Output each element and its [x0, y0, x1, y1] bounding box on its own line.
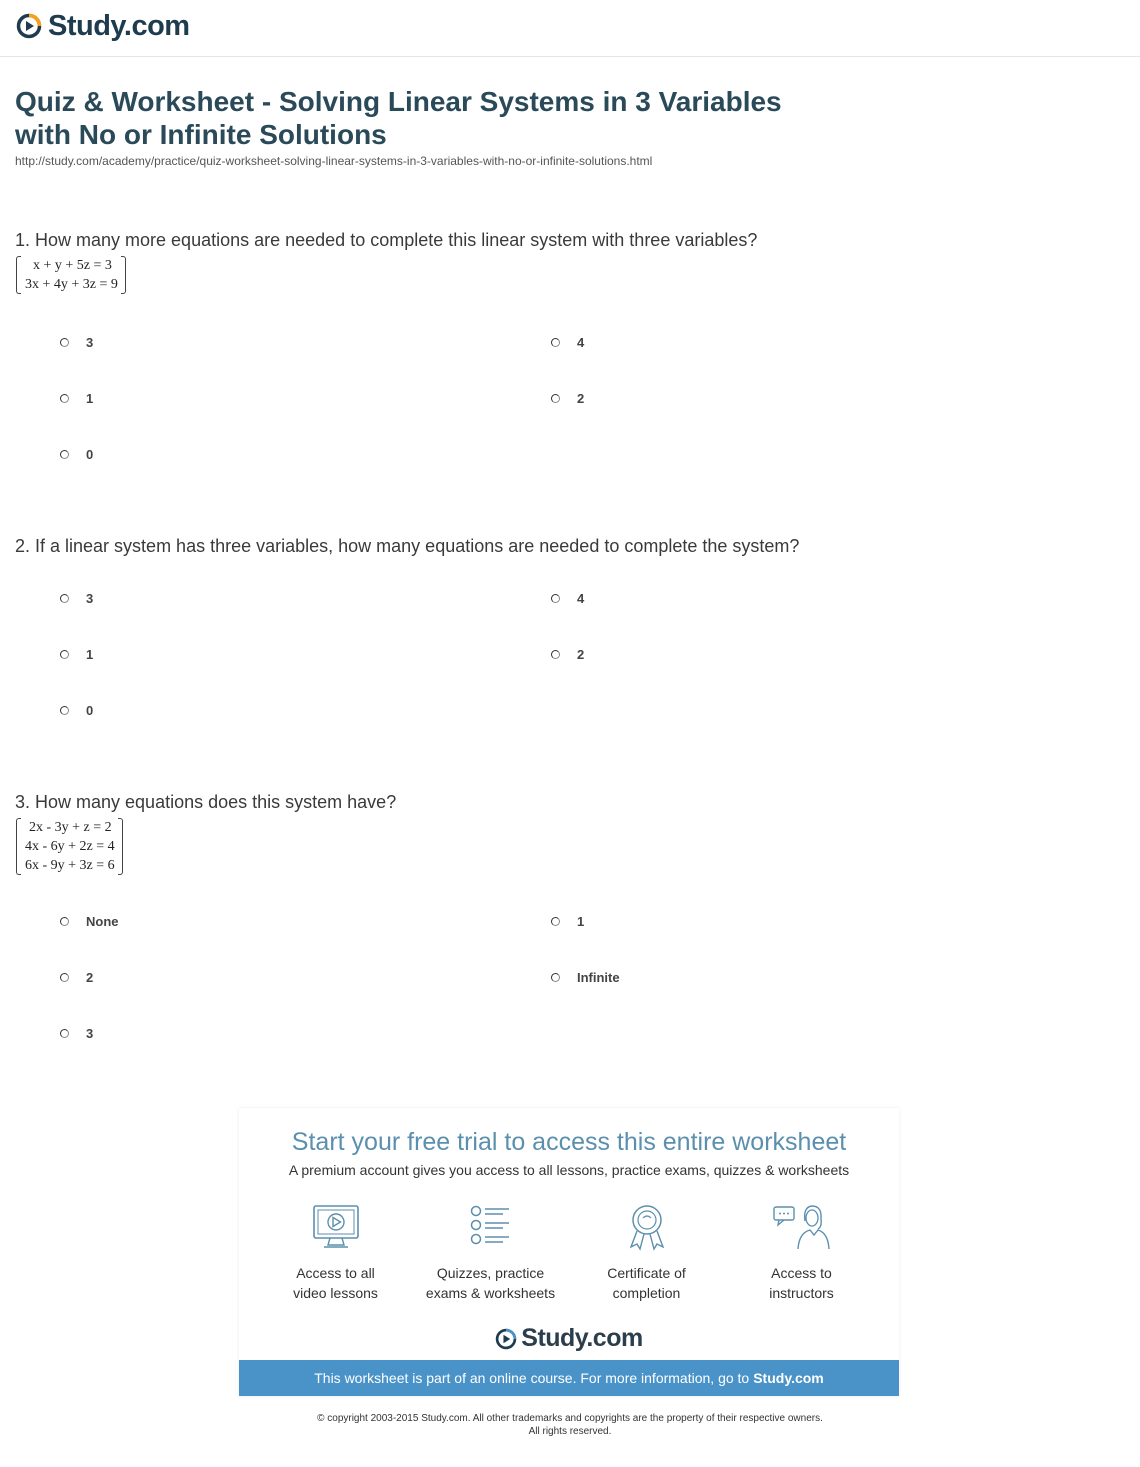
promo-title[interactable]: Start your free trial to access this entire worksheet — [291, 1128, 847, 1156]
radio-button[interactable] — [551, 394, 560, 403]
radio-button[interactable] — [60, 917, 69, 926]
q3-option-d[interactable] — [551, 970, 620, 985]
study-logo[interactable] — [16, 10, 190, 42]
page-title — [15, 85, 915, 151]
option-label: 3 — [86, 591, 94, 606]
q2-option-d[interactable] — [551, 647, 584, 662]
feature-quizzes — [413, 1203, 568, 1303]
radio-button[interactable] — [60, 594, 69, 603]
copyright-footer — [0, 1412, 1140, 1438]
copyright-line-1: © copyright 2003-2015 Study.com. All other trademarks and copyrights are the property of their respective owners. — [317, 1413, 823, 1424]
checklist-icon — [465, 1203, 517, 1251]
study-logo-icon — [495, 1328, 517, 1350]
question-3-equation-system — [16, 818, 123, 875]
option-label: 1 — [86, 391, 94, 406]
certificate-ribbon-icon — [621, 1203, 673, 1251]
promo-subtitle: A premium account gives you access to all lessons, practice exams, quizzes & worksheets — [288, 1162, 850, 1178]
option-label: 0 — [86, 703, 94, 718]
q3-option-b[interactable] — [551, 914, 584, 929]
option-label: 4 — [577, 335, 585, 350]
q3-option-a[interactable] — [60, 914, 119, 929]
radio-button[interactable] — [551, 338, 560, 347]
radio-button[interactable] — [60, 450, 69, 459]
q1-option-d[interactable] — [551, 391, 584, 406]
feature-label-line1: Access to — [771, 1265, 832, 1281]
equation: 2x - 3y + z = 2 — [29, 820, 112, 835]
question-1-text: 1. How many more equations are needed to complete this linear system with three variables? — [15, 230, 758, 250]
course-info-banner[interactable] — [239, 1360, 899, 1396]
q2-option-b[interactable] — [551, 591, 584, 606]
option-label: 3 — [86, 1026, 94, 1041]
banner-text: This worksheet is part of an online course. For more information, go to — [314, 1370, 750, 1386]
option-label: 3 — [86, 335, 94, 350]
radio-button[interactable] — [60, 394, 69, 403]
feature-certificate — [569, 1203, 724, 1303]
copyright-line-2: All rights reserved. — [528, 1426, 612, 1437]
option-label: Infinite — [577, 970, 620, 985]
feature-label-line1: Certificate of — [607, 1265, 686, 1281]
radio-button[interactable] — [60, 706, 69, 715]
q1-option-a[interactable] — [60, 335, 93, 350]
equation: 3x + 4y + 3z = 9 — [25, 277, 118, 292]
equation: 4x - 6y + 2z = 4 — [25, 839, 115, 854]
equation: x + y + 5z = 3 — [33, 258, 112, 273]
q1-option-b[interactable] — [551, 335, 584, 350]
radio-button[interactable] — [60, 1029, 69, 1038]
radio-button[interactable] — [60, 973, 69, 982]
study-logo-icon — [16, 13, 42, 39]
feature-label-line2: video lessons — [293, 1285, 378, 1301]
q1-option-c[interactable] — [60, 391, 93, 406]
q2-option-c[interactable] — [60, 647, 93, 662]
feature-video-lessons — [258, 1203, 413, 1303]
q2-option-e[interactable] — [60, 703, 93, 718]
option-label: 2 — [577, 647, 585, 662]
q1-option-e[interactable] — [60, 447, 93, 462]
radio-button[interactable] — [551, 594, 560, 603]
feature-instructors — [724, 1203, 879, 1303]
option-label: 4 — [577, 591, 585, 606]
question-3-text: 3. How many equations does this system have? — [15, 792, 397, 812]
title-line-2: with No or Infinite Solutions — [15, 119, 387, 150]
q2-option-a[interactable] — [60, 591, 93, 606]
feature-label-line2: completion — [612, 1285, 681, 1301]
instructor-chat-icon — [772, 1203, 832, 1251]
logo-text: Study.com — [521, 1324, 643, 1352]
q3-option-e[interactable] — [60, 1026, 93, 1041]
option-label: 1 — [577, 914, 585, 929]
feature-label-line2: exams & worksheets — [425, 1285, 556, 1301]
radio-button[interactable] — [60, 650, 69, 659]
video-monitor-icon — [310, 1203, 362, 1251]
feature-label-line1: Quizzes, practice — [436, 1265, 545, 1281]
q3-option-c[interactable] — [60, 970, 93, 985]
equation: 6x - 9y + 3z = 6 — [25, 858, 115, 873]
option-label: 2 — [86, 970, 94, 985]
free-trial-promo — [239, 1108, 899, 1396]
promo-study-logo[interactable] — [239, 1324, 899, 1353]
option-label: None — [86, 914, 119, 929]
logo-text: Study.com — [48, 9, 190, 42]
page-url[interactable]: http://study.com/academy/practice/quiz-worksheet-solving-linear-systems-in-3-variables-with-no-or-infinite-solutions.html — [15, 154, 653, 168]
radio-button[interactable] — [551, 973, 560, 982]
option-label: 0 — [86, 447, 94, 462]
banner-link[interactable]: Study.com — [753, 1370, 824, 1386]
radio-button[interactable] — [551, 650, 560, 659]
radio-button[interactable] — [551, 917, 560, 926]
feature-label-line2: instructors — [769, 1285, 834, 1301]
option-label: 1 — [86, 647, 94, 662]
radio-button[interactable] — [60, 338, 69, 347]
option-label: 2 — [577, 391, 585, 406]
question-1-equation-system — [16, 256, 126, 294]
header-divider — [0, 56, 1140, 57]
title-line-1: Quiz & Worksheet - Solving Linear Systems in 3 Variables — [15, 86, 782, 117]
feature-label-line1: Access to all — [296, 1265, 375, 1281]
question-2-text: 2. If a linear system has three variables, how many equations are needed to complete the system? — [15, 536, 800, 556]
